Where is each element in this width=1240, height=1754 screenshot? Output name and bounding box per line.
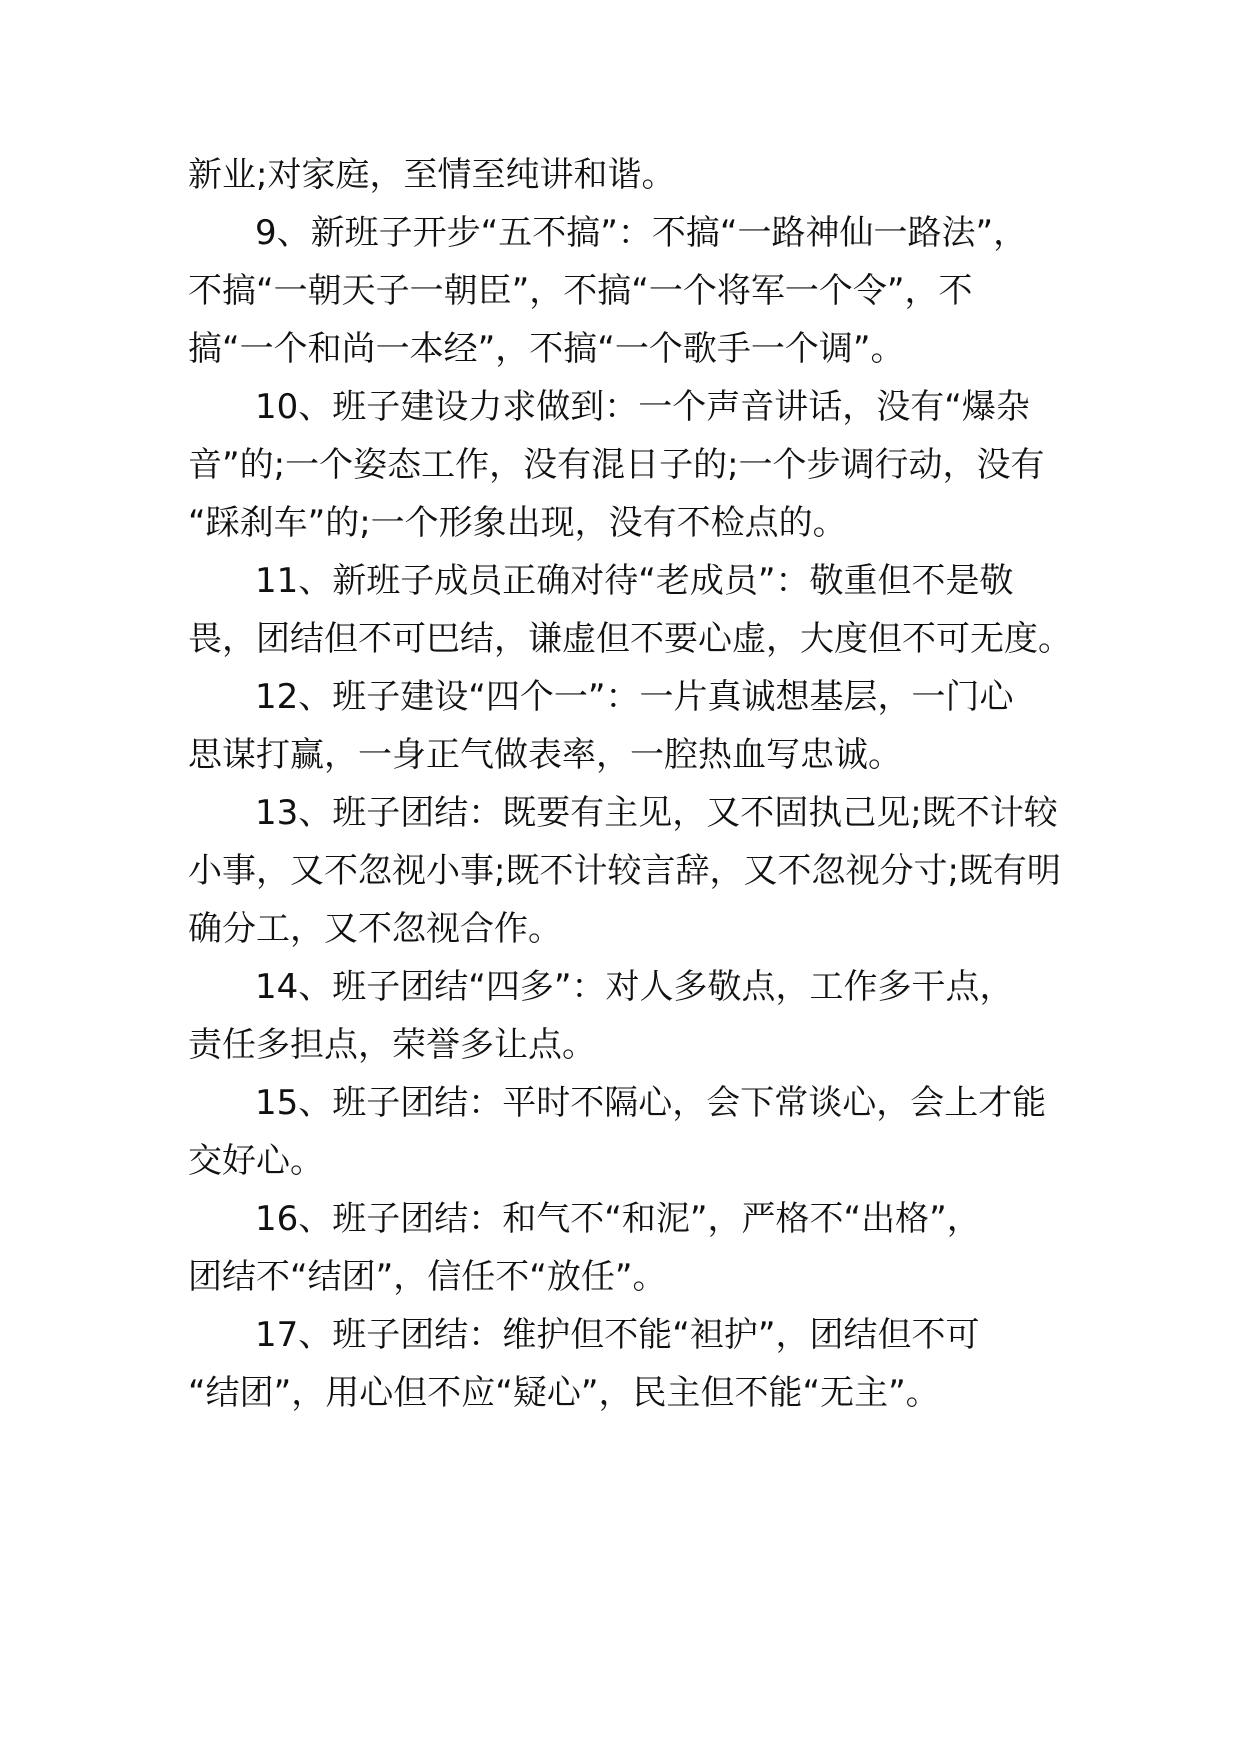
text-line: 12、班子建设“四个一”：一片真诚想基层，一门心 xyxy=(255,677,1014,717)
text-line: 15、班子团结：平时不隔心，会下常谈心，会上才能 xyxy=(255,1083,1047,1123)
text-line: 9、新班子开步“五不搞”：不搞“一路神仙一路法”， xyxy=(255,213,1028,253)
text-line: 责任多担点，荣誉多让点。 xyxy=(188,1025,596,1065)
text-line: 14、班子团结“四多”：对人多敬点，工作多干点， xyxy=(255,967,1014,1007)
text-line: 团结不“结团”，信任不“放任”。 xyxy=(188,1257,667,1297)
text-line: 10、班子建设力求做到：一个声音讲话，没有“爆杂 xyxy=(255,387,1030,427)
text-line: 17、班子团结：维护但不能“袒护”，团结但不可 xyxy=(255,1315,980,1355)
text-line: 音”的;一个姿态工作，没有混日子的;一个步调行动，没有 xyxy=(188,445,1045,485)
text-line: 交好心。 xyxy=(188,1141,324,1181)
text-line: 11、新班子成员正确对待“老成员”：敬重但不是敬 xyxy=(255,561,1014,601)
text-line: 不搞“一朝天子一朝臣”，不搞“一个将军一个令”，不 xyxy=(188,271,973,311)
text-line: 16、班子团结：和气不“和泥”，严格不“出格”， xyxy=(255,1199,981,1239)
text-line: 新业;对家庭，至情至纯讲和谐。 xyxy=(188,155,676,195)
text-line: 搞“一个和尚一本经”，不搞“一个歌手一个调”。 xyxy=(188,329,905,369)
text-line: 小事，又不忽视小事;既不计较言辞，又不忽视分寸;既有明 xyxy=(188,851,1061,891)
text-line: 确分工，又不忽视合作。 xyxy=(188,909,562,949)
text-line: 思谋打赢，一身正气做表率，一腔热血写忠诚。 xyxy=(188,735,902,775)
text-line: “踩刹车”的;一个形象出现，没有不检点的。 xyxy=(188,503,847,543)
text-line: “结团”，用心但不应“疑心”，民主但不能“无主”。 xyxy=(188,1373,940,1413)
text-line: 畏，团结但不可巴结，谦虚但不要心虚，大度但不可无度。 xyxy=(188,619,1072,659)
text-line: 13、班子团结：既要有主见，又不固执己见;既不计较 xyxy=(255,793,1058,833)
